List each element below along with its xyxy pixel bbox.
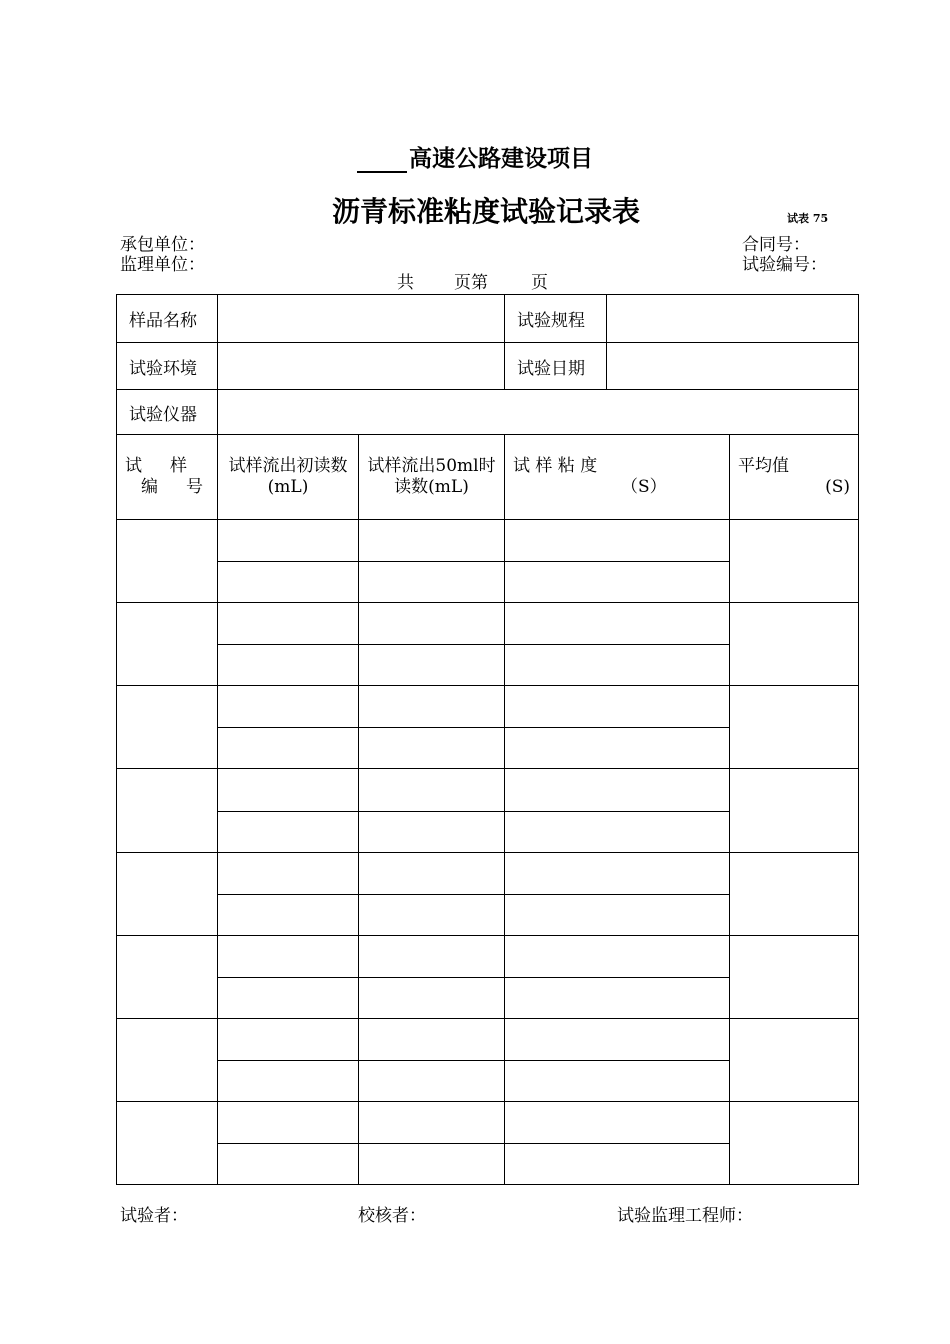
contract-no-label: 合同号： [742, 235, 810, 255]
test-no-label: 试验编号： [742, 255, 827, 275]
average-cell[interactable] [730, 520, 859, 603]
initial-reading-cell[interactable] [218, 686, 359, 728]
sample-no-cell[interactable] [117, 1101, 218, 1184]
viscosity-cell[interactable] [505, 520, 730, 562]
initial-reading-cell[interactable] [218, 520, 359, 562]
initial-reading-cell[interactable] [218, 769, 359, 811]
initial-reading-cell[interactable] [218, 1018, 359, 1060]
average-cell[interactable] [730, 935, 859, 1018]
reading-50ml-cell[interactable] [359, 935, 505, 977]
page-total-label: 共 [397, 273, 414, 293]
viscosity-cell[interactable] [505, 977, 730, 1018]
test-procedure-value[interactable] [607, 295, 859, 343]
reading-50ml-header: 试样流出50ml时 读数(mL) [359, 435, 505, 520]
sample-no-cell[interactable] [117, 769, 218, 852]
initial-reading-cell[interactable] [218, 1060, 359, 1101]
viscosity-cell[interactable] [505, 1060, 730, 1101]
sample-name-value[interactable] [218, 295, 505, 343]
reading-50ml-cell[interactable] [359, 811, 505, 852]
reading-50ml-cell[interactable] [359, 520, 505, 562]
table-row [117, 686, 859, 728]
average-cell[interactable] [730, 603, 859, 686]
test-instrument-label: 试验仪器 [117, 390, 218, 435]
test-date-label: 试验日期 [505, 343, 607, 390]
test-env-label: 试验环境 [117, 343, 218, 390]
viscosity-header: 试 样 粘 度 （S） [505, 435, 730, 520]
reading-50ml-cell[interactable] [359, 562, 505, 603]
tester-label: 试验者： [120, 1206, 188, 1226]
reading-50ml-cell[interactable] [359, 686, 505, 728]
initial-reading-cell[interactable] [218, 1101, 359, 1143]
viscosity-cell[interactable] [505, 728, 730, 769]
table-row [117, 852, 859, 894]
viscosity-cell[interactable] [505, 603, 730, 645]
sample-no-cell[interactable] [117, 686, 218, 769]
reading-50ml-cell[interactable] [359, 603, 505, 645]
page-end-label: 页 [531, 273, 548, 293]
sample-no-cell[interactable] [117, 1018, 218, 1101]
sample-no-cell[interactable] [117, 935, 218, 1018]
table-row [117, 520, 859, 562]
initial-reading-cell[interactable] [218, 645, 359, 686]
record-table [116, 294, 859, 1185]
initial-reading-cell[interactable] [218, 1143, 359, 1184]
initial-reading-cell[interactable] [218, 852, 359, 894]
supervisor-label: 监理单位： [120, 255, 205, 275]
viscosity-cell[interactable] [505, 769, 730, 811]
initial-reading-cell[interactable] [218, 935, 359, 977]
sample-name-label: 样品名称 [117, 295, 218, 343]
initial-reading-cell[interactable] [218, 562, 359, 603]
sample-no-header: 试 样 编 号 [117, 435, 218, 520]
table-row [117, 603, 859, 645]
average-cell[interactable] [730, 1018, 859, 1101]
average-cell[interactable] [730, 852, 859, 935]
viscosity-cell[interactable] [505, 686, 730, 728]
sample-no-cell[interactable] [117, 520, 218, 603]
reading-50ml-cell[interactable] [359, 769, 505, 811]
viscosity-cell[interactable] [505, 935, 730, 977]
reading-50ml-cell[interactable] [359, 1101, 505, 1143]
viscosity-cell[interactable] [505, 562, 730, 603]
test-date-value[interactable] [607, 343, 859, 390]
engineer-label: 试验监理工程师： [617, 1206, 753, 1226]
form-title: 沥青标准粘度试验记录表 [331, 195, 640, 228]
project-name-blank[interactable] [357, 149, 407, 173]
reviewer-label: 校核者： [358, 1206, 426, 1226]
reading-50ml-cell[interactable] [359, 728, 505, 769]
table-row [117, 935, 859, 977]
viscosity-cell[interactable] [505, 894, 730, 935]
table-row [117, 769, 859, 811]
sample-no-cell[interactable] [117, 603, 218, 686]
test-env-value[interactable] [218, 343, 505, 390]
initial-reading-cell[interactable] [218, 811, 359, 852]
average-cell[interactable] [730, 769, 859, 852]
table-row [117, 1101, 859, 1143]
initial-reading-cell[interactable] [218, 728, 359, 769]
viscosity-cell[interactable] [505, 1101, 730, 1143]
project-title: 高速公路建设项目 [0, 140, 950, 173]
viscosity-cell[interactable] [505, 1143, 730, 1184]
test-instrument-value[interactable] [218, 390, 859, 435]
average-cell[interactable] [730, 686, 859, 769]
reading-50ml-cell[interactable] [359, 1060, 505, 1101]
test-procedure-label: 试验规程 [505, 295, 607, 343]
form-number: 试表 75 [787, 212, 829, 225]
initial-reading-cell[interactable] [218, 603, 359, 645]
page-mid-label: 页第 [454, 273, 488, 293]
reading-50ml-cell[interactable] [359, 852, 505, 894]
average-cell[interactable] [730, 1101, 859, 1184]
viscosity-cell[interactable] [505, 1018, 730, 1060]
sample-no-cell[interactable] [117, 852, 218, 935]
reading-50ml-cell[interactable] [359, 1143, 505, 1184]
reading-50ml-cell[interactable] [359, 894, 505, 935]
initial-reading-cell[interactable] [218, 977, 359, 1018]
viscosity-cell[interactable] [505, 852, 730, 894]
average-header: 平均值 (S) [730, 435, 859, 520]
viscosity-cell[interactable] [505, 645, 730, 686]
table-row [117, 1018, 859, 1060]
reading-50ml-cell[interactable] [359, 977, 505, 1018]
viscosity-cell[interactable] [505, 811, 730, 852]
initial-reading-header: 试样流出初读数 (mL) [218, 435, 359, 520]
initial-reading-cell[interactable] [218, 894, 359, 935]
reading-50ml-cell[interactable] [359, 645, 505, 686]
data-rows [117, 520, 859, 1185]
reading-50ml-cell[interactable] [359, 1018, 505, 1060]
contractor-label: 承包单位： [120, 235, 205, 255]
